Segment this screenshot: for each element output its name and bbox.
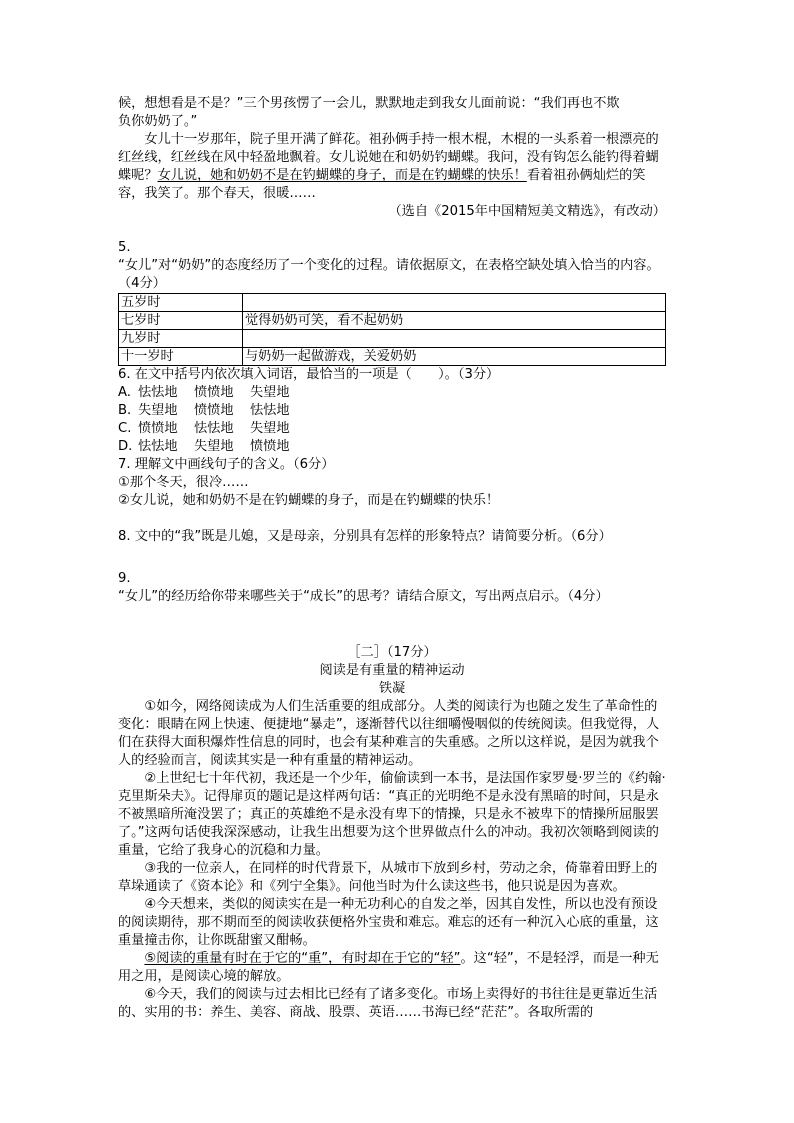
option-a[interactable]: A. 怯怯地 愤愤地 失望地	[118, 385, 290, 400]
table-row	[119, 330, 666, 348]
question-7-item-1: ①那个冬天，很冷……	[118, 475, 249, 490]
article-paragraph: ①如今，网络阅读成为人们生活重要的组成部分。人类的阅读行为也随之发生了革命性的变化：眼睛在网上快速、便捷地“暴走”，逐渐替代以往细嚼慢咽似的传统阅读。但我觉得，人们在获得大面积爆炸性信息的同时，也会有某种难言的失重感。之所以这样说，是因为就我个人的经验而言，阅读其实是一种有重量的精神运动。	[118, 699, 660, 768]
table-row	[119, 348, 666, 366]
story-line: 候，想想看是不是？”三个男孩愣了一会儿，默默地走到我女儿面前说：“我们再也不欺	[118, 96, 620, 111]
source-note: （选自《2015年中国精短美文精选》，有改动）	[388, 204, 666, 219]
attitude-table	[118, 293, 666, 366]
article-title: 阅读是有重量的精神运动	[319, 663, 465, 678]
question-5-text: “女儿”对“奶奶”的态度经历了一个变化的过程。请依据原文，在表格空缺处填入恰当的内容。（4分）	[118, 258, 660, 291]
question-7-text: 7. 理解文中画线句子的含义。（6分）	[118, 457, 335, 472]
option-d[interactable]: D. 怯怯地 失望地 愤愤地	[118, 439, 290, 454]
table-row	[119, 294, 666, 312]
question-6-text: 6. 在文中括号内依次填入词语，最恰当的一项是（ ）。（3分）	[118, 367, 500, 382]
article-paragraph: ⑤阅读的重量有时在于它的“重”，有时却在于它的“轻”。这“轻”，不是轻浮，而是一种无用之用，是阅读心境的解放。	[118, 951, 659, 984]
exam-content	[118, 95, 666, 1022]
table-cell-age: 九岁时	[119, 330, 243, 348]
article-paragraph: ④今天想来，类似的阅读实在是一种无功利心的自发之举，因其自发性，所以也没有预设的阅读期待，那不期而至的阅读收获便格外宝贵和难忘。难忘的还有一种沉入心底的重量，这重量撞击你，让你既甜蜜又酣畅。	[118, 897, 659, 948]
table-cell-attitude[interactable]	[243, 294, 666, 312]
table-cell-age: 七岁时	[119, 312, 243, 330]
article-author: 铁凝	[378, 681, 406, 696]
question-9-number: 9.	[118, 571, 131, 586]
table-cell-age: 五岁时	[119, 294, 243, 312]
table-cell-attitude: 与奶奶一起做游戏，关爱奶奶	[243, 348, 666, 366]
article-paragraph: ⑥今天，我们的阅读与过去相比已经有了诸多变化。市场上卖得好的书往往是更靠近生活的、实用的书：养生、美容、商战、股票、英语……书海已经“茫茫”。各取所需的	[118, 987, 658, 1020]
story-paragraph: 女儿十一岁那年，院子里开满了鲜花。祖孙俩手持一根木棍，木棍的一头系着一根漂亮的红丝线，红丝线在风中轻盈地飘着。女儿说她在和奶奶钓蝴蝶。我问，没有钩怎么能钓得着蝴蝶呢？女儿说，她和奶奶不是在钓蝴蝶的身子，而是在钓蝴蝶的快乐！看着祖孙俩灿烂的笑容，我笑了。那个春天，很暖……	[118, 132, 659, 201]
option-b[interactable]: B. 失望地 愤愤地 怯怯地	[118, 403, 290, 418]
question-9-text: “女儿”的经历给你带来哪些关于“成长”的思考？请结合原文，写出两点启示。（4分）	[118, 589, 609, 604]
underlined-sentence: ⑤阅读的重量有时在于它的“重”，有时却在于它的“轻”	[144, 951, 461, 966]
story-line: 负你奶奶了。”	[118, 114, 198, 129]
table-cell-age: 十一岁时	[119, 348, 243, 366]
table-cell-attitude: 觉得奶奶可笑，看不起奶奶	[243, 312, 666, 330]
underlined-sentence: 女儿说，她和奶奶不是在钓蝴蝶的身子，而是在钓蝴蝶的快乐！	[157, 168, 527, 183]
section-header: ［二］（17分）	[347, 645, 437, 660]
article-paragraph: ②上世纪七十年代初，我还是一个少年，偷偷读到一本书，是法国作家罗曼·罗兰的《约翰·克里斯朵夫》。记得扉页的题记是这样两句话：“真正的光明绝不是永没有黑暗的时间，只是永不被黑暗所淹没罢了；真正的英雄绝不是永没有卑下的情操，只是永不被卑下的情操所屈服罢了。”这两句话使我深深感动，让我生出想要为这个世界做点什么的冲动。我初次领略到阅读的重量，它给了我身心的沉稳和力量。	[118, 771, 666, 858]
question-7-item-2: ②女儿说，她和奶奶不是在钓蝴蝶的身子，而是在钓蝴蝶的快乐！	[118, 493, 500, 508]
option-c[interactable]: C. 愤愤地 怯怯地 失望地	[118, 421, 290, 436]
question-5-number: 5.	[118, 240, 131, 255]
table-cell-attitude[interactable]	[243, 330, 666, 348]
table-row	[119, 312, 666, 330]
question-8-text: 8. 文中的“我”既是儿媳，又是母亲，分别具有怎样的形象特点？请简要分析。（6分）	[118, 529, 612, 544]
article-paragraph: ③我的一位亲人，在同样的时代背景下，从城市下放到乡村，劳动之余，倚靠着田野上的草垛通读了《资本论》和《列宁全集》。问他当时为什么读这些书，他只说是因为喜欢。	[118, 861, 658, 894]
